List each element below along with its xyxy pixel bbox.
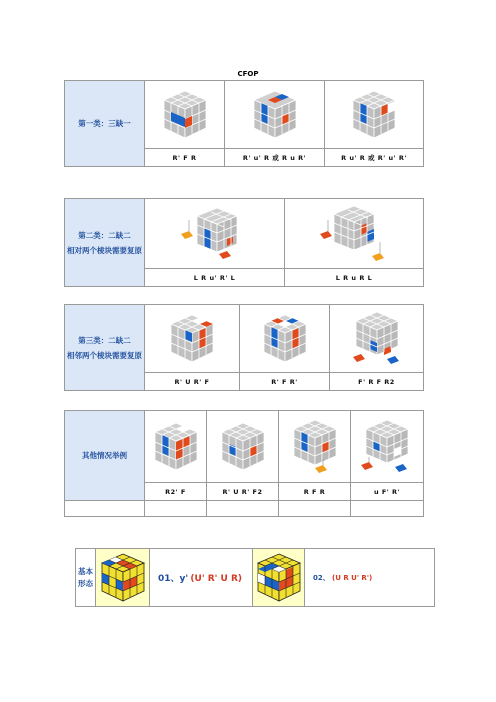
cube-case-4-2 xyxy=(207,411,279,483)
section-4-table xyxy=(64,410,424,517)
alg-1-2: R' u' R 或 R u R' xyxy=(225,149,325,167)
section-3-table xyxy=(64,304,424,391)
basic-case-1-alg: (U' R' U R) xyxy=(190,574,243,584)
alg-3-1: R' U R' F xyxy=(145,373,240,391)
basic-case-2-prefix: 02、 xyxy=(313,573,330,582)
empty-cell xyxy=(65,501,145,517)
section-4-label: 其他情况举例 xyxy=(65,411,145,501)
basic-case-2 xyxy=(305,549,435,607)
section-2-label-cell xyxy=(65,199,145,287)
alg-2-1: L R u' R' L xyxy=(145,269,285,287)
empty-cell xyxy=(145,501,207,517)
basic-case-1-prefix: 01、y' xyxy=(158,574,189,584)
cube-case-3-1 xyxy=(145,305,240,373)
empty-cell xyxy=(207,501,279,517)
basic-case-1 xyxy=(150,549,253,607)
section-1-label: 第一类：三缺一 xyxy=(65,81,145,167)
section-2-label: 第二类：二缺二 xyxy=(78,230,131,240)
empty-cell xyxy=(279,501,351,517)
section-3-label-cell xyxy=(65,305,145,391)
section-2-sublabel: 相对两个棱块需要复原 xyxy=(67,245,142,255)
cube-case-1-1 xyxy=(145,81,225,149)
basic-label: 基本形态 xyxy=(76,549,96,607)
cube-case-4-3 xyxy=(279,411,351,483)
basic-forms-table xyxy=(75,548,435,607)
cube-case-4-1 xyxy=(145,411,207,483)
section-1-table xyxy=(64,80,424,167)
cube-case-1-3 xyxy=(325,81,424,149)
basic-cube-2 xyxy=(253,549,305,607)
page-title: CFOP xyxy=(237,70,259,78)
cube-case-1-2 xyxy=(225,81,325,149)
cube-case-2-2 xyxy=(285,199,424,269)
basic-cube-1 xyxy=(96,549,150,607)
alg-4-3: R F R xyxy=(279,483,351,501)
alg-2-2: L R u R L xyxy=(285,269,424,287)
basic-case-2-alg: (U R U' R') xyxy=(332,573,373,582)
alg-4-2: R' U R' F2 xyxy=(207,483,279,501)
empty-cell xyxy=(351,501,424,517)
alg-3-3: F' R F R2 xyxy=(330,373,424,391)
cube-case-4-4 xyxy=(351,411,424,483)
alg-1-1: R' F R xyxy=(145,149,225,167)
section-2-table xyxy=(64,198,424,287)
alg-1-3: R u' R 或 R' u' R' xyxy=(325,149,424,167)
cube-case-2-1 xyxy=(145,199,285,269)
alg-4-1: R2' F xyxy=(145,483,207,501)
cube-case-3-3 xyxy=(330,305,424,373)
alg-3-2: R' F R' xyxy=(240,373,330,391)
section-3-label: 第三类：二缺二 xyxy=(78,335,131,345)
alg-4-4: u F' R' xyxy=(351,483,424,501)
cube-case-3-2 xyxy=(240,305,330,373)
section-3-sublabel: 相邻两个棱块需要复原 xyxy=(67,350,142,360)
